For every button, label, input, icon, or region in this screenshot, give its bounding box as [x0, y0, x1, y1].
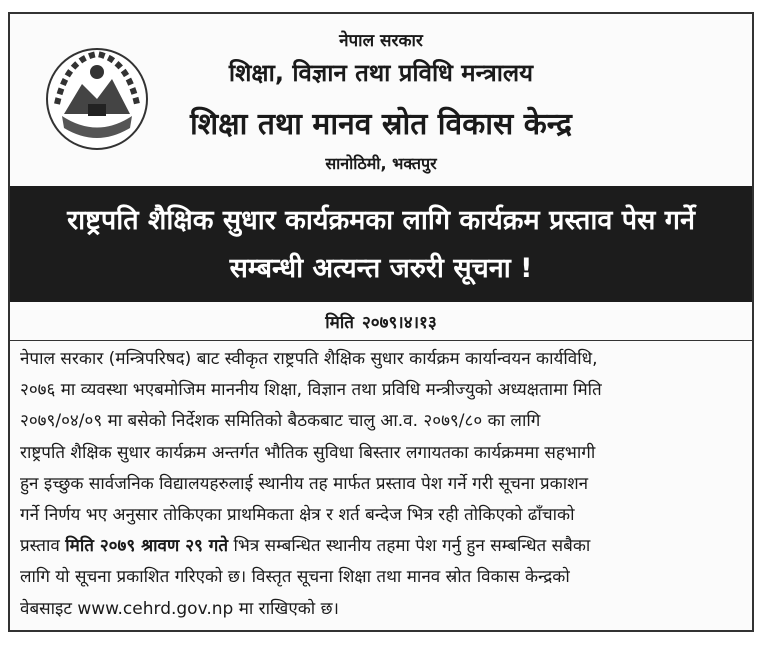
- notice-date: [10, 306, 752, 341]
- ministry-name: शिक्षा, विज्ञान तथा प्रविधि मन्त्रालय: [228, 59, 534, 87]
- deadline-date: मिति २०७९ श्रावण २९ गते: [65, 536, 229, 557]
- body-line: २०७६ मा व्यवस्था भएबमोजिम माननीय शिक्षा, विज्ञान तथा प्रविधि मन्त्रीज्युको अध्यक्षतामा मिति: [20, 380, 602, 401]
- notice-title-line2: सम्बन्धी अत्यन्त जरुरी सूचना !: [229, 253, 533, 284]
- government-name: नेपाल सरकार: [339, 31, 423, 51]
- body-line: राष्ट्रपति शैक्षिक सुधार कार्यक्रम अन्तर्गत भौतिक सुविधा बिस्तार लगायतका कार्यक्रममा सहभागी: [20, 442, 596, 463]
- body-line: गर्ने निर्णय भए अनुसार तोकिएका प्राथमिकता क्षेत्र र शर्त बन्देज भित्र रही तोकिएको ढाँचाको: [20, 505, 575, 526]
- body-text: भित्र सम्बन्धित स्थानीय तहमा पेश गर्नु हुन सम्बन्धित सबैका: [233, 536, 591, 557]
- centre-address: सानोठिमी, भक्तपुर: [325, 154, 437, 173]
- body-line: नेपाल सरकार (मन्त्रिपरिषद) बाट स्वीकृत राष्ट्रपति शैक्षिक सुधार कार्यक्रम कार्यान्वयन कार्यविधि,: [20, 349, 598, 369]
- notice-title-banner: [10, 186, 752, 302]
- notice-title-line1: राष्ट्रपति शैक्षिक सुधार कार्यक्रमका लागि कार्यक्रम प्रस्ताव पेस गर्ने: [67, 205, 695, 236]
- body-line: २०७९/०४/०९ मा बसेको निर्देशक समितिको बैठकबाट चालु आ.व. २०७९/८० का लागि: [20, 411, 541, 432]
- body-line: [20, 531, 742, 562]
- notice-panel: [8, 12, 754, 632]
- notice-header: [10, 14, 752, 184]
- body-text: प्रस्ताव: [20, 536, 60, 557]
- date-value: २०७९।४।१३: [361, 313, 437, 333]
- body-line: वेबसाइट www.cehrd.gov.np मा राखिएको छ।: [20, 598, 339, 619]
- notice-body: [20, 344, 742, 625]
- date-label: मिति: [325, 313, 354, 333]
- body-line: हुन इच्छुक सार्वजनिक विद्यालयहरुलाई स्थानीय तह मार्फत प्रस्ताव पेश गर्ने गरी सूचना प्रकाशन: [20, 473, 589, 494]
- body-line: लागि यो सूचना प्रकाशित गरिएको छ। विस्तृत सूचना शिक्षा तथा मानव स्रोत विकास केन्द्रको: [20, 567, 570, 588]
- centre-name: शिक्षा तथा मानव स्रोत विकास केन्द्र: [190, 107, 572, 142]
